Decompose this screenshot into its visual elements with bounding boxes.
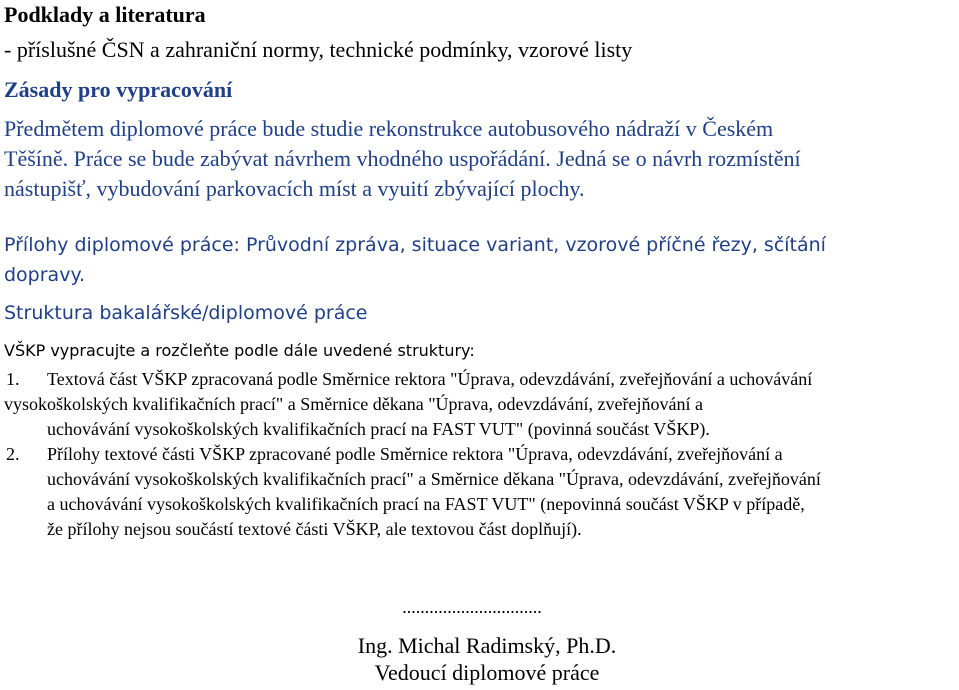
attach-line-2: dopravy. — [4, 264, 86, 286]
item-2-line-1: Přílohy textové části VŠKP zpracované podle Směrnice rektora "Úprava, odevzdávání, zveřejňování a — [47, 444, 783, 464]
heading-podklady: Podklady a literatura — [4, 2, 206, 27]
attach-line-1: Přílohy diplomové práce: Průvodní zpráva, situace variant, vzorové příčné řezy, sčítání — [4, 234, 826, 256]
signature-name: Ing. Michal Radimský, Ph.D. — [357, 633, 617, 658]
heading-zasady: Zásady pro vypracování — [4, 77, 233, 102]
heading-struktura: Struktura bakalářské/diplomové práce — [4, 302, 368, 324]
podklady-line: - příslušné ČSN a zahraniční normy, technické podmínky, vzorové listy — [4, 37, 633, 62]
item-1-line-2: vysokoškolských kvalifikačních prací" a Směrnice děkana "Úprava, odevzdávání, zveřejňování a — [4, 394, 703, 414]
item-1-line-3: uchovávání vysokoškolských kvalifikačních prací na FAST VUT" (povinná součást VŠKP). — [47, 419, 710, 439]
para-line-2: Těšíně. Práce se bude zabývat návrhem vhodného uspořádání. Jedná se o návrh rozmístění — [4, 146, 801, 171]
item-2-line-2: uchovávání vysokoškolských kvalifikačních prací" a Směrnice děkana "Úprava, odevzdávání, zveřejňování — [47, 469, 821, 489]
para-line-1: Předmětem diplomové práce bude studie rekonstrukce autobusového nádraží v Českém — [4, 116, 774, 141]
item-1-number: 1. — [6, 369, 20, 389]
item-1-line-1: Textová část VŠKP zpracovaná podle Směrnice rektora "Úprava, odevzdávání, zveřejňování a uchovávání — [47, 369, 813, 389]
signature-dots: ............................... — [402, 597, 542, 617]
item-2-line-4: že přílohy nejsou součástí textové části VŠKP, ale textovou část doplňují). — [47, 519, 582, 539]
signature-role: Vedoucí diplomové práce — [374, 660, 600, 685]
struktura-intro: VŠKP vypracujte a rozčleňte podle dále uvedené struktury: — [4, 341, 475, 360]
item-2-line-3: a uchovávání vysokoškolských kvalifikačních prací na FAST VUT" (nepovinná součást VŠKP v případě, — [47, 494, 805, 514]
item-2-number: 2. — [6, 444, 20, 464]
para-line-3: nástupišť, vybudování parkovacích míst a vyuití zbývající plochy. — [4, 176, 585, 201]
